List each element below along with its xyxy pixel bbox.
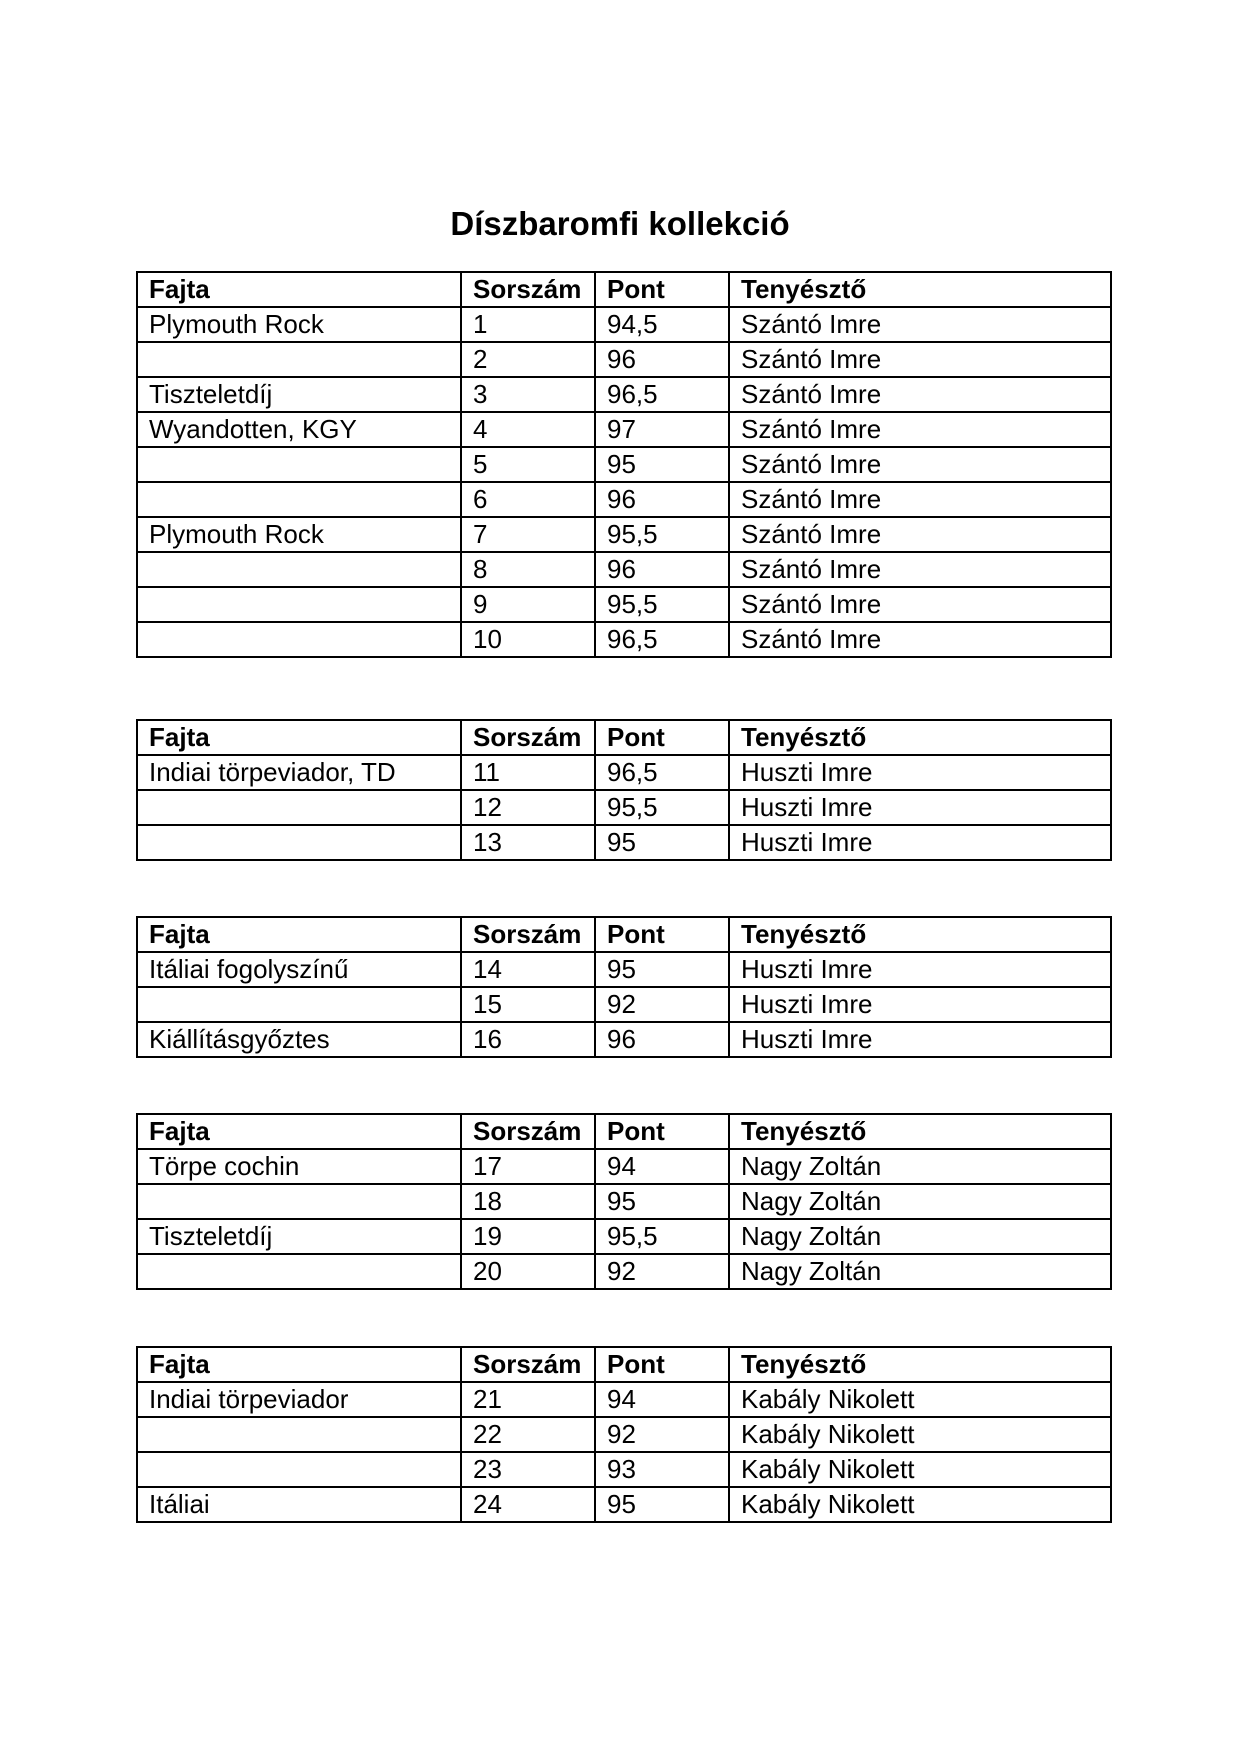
table-row xyxy=(137,1184,1111,1219)
cell-sorszam: 13 xyxy=(461,825,595,860)
table-row xyxy=(137,1254,1111,1289)
cell-pont: 94 xyxy=(595,1149,729,1184)
cell-sorszam: 7 xyxy=(461,517,595,552)
cell-pont: 96 xyxy=(595,552,729,587)
cell-tenyeszto: Kabály Nikolett xyxy=(729,1417,1111,1452)
cell-pont: 95 xyxy=(595,1487,729,1522)
column-header-tenyeszto: Tenyésztő xyxy=(729,917,1111,952)
cell-fajta xyxy=(137,1417,461,1452)
table-row xyxy=(137,377,1111,412)
cell-fajta xyxy=(137,1184,461,1219)
cell-tenyeszto: Kabály Nikolett xyxy=(729,1452,1111,1487)
cell-fajta: Itáliai xyxy=(137,1487,461,1522)
cell-fajta: Indiai törpeviador xyxy=(137,1382,461,1417)
cell-tenyeszto: Kabály Nikolett xyxy=(729,1487,1111,1522)
cell-sorszam: 23 xyxy=(461,1452,595,1487)
results-table xyxy=(136,271,1112,658)
results-table xyxy=(136,916,1112,1058)
cell-tenyeszto: Szántó Imre xyxy=(729,517,1111,552)
cell-fajta: Törpe cochin xyxy=(137,1149,461,1184)
cell-tenyeszto: Kabály Nikolett xyxy=(729,1382,1111,1417)
cell-fajta xyxy=(137,482,461,517)
cell-sorszam: 2 xyxy=(461,342,595,377)
table-header-row xyxy=(137,1347,1111,1382)
column-header-pont: Pont xyxy=(595,1114,729,1149)
cell-fajta xyxy=(137,1452,461,1487)
column-header-tenyeszto: Tenyésztő xyxy=(729,1114,1111,1149)
cell-pont: 92 xyxy=(595,1417,729,1452)
cell-fajta: Plymouth Rock xyxy=(137,517,461,552)
cell-tenyeszto: Nagy Zoltán xyxy=(729,1219,1111,1254)
cell-fajta xyxy=(137,987,461,1022)
cell-fajta xyxy=(137,622,461,657)
table-row xyxy=(137,517,1111,552)
table-header-row xyxy=(137,917,1111,952)
cell-pont: 96 xyxy=(595,342,729,377)
column-header-sorszam: Sorszám xyxy=(461,1114,595,1149)
cell-tenyeszto: Szántó Imre xyxy=(729,412,1111,447)
cell-sorszam: 5 xyxy=(461,447,595,482)
table-row xyxy=(137,1219,1111,1254)
cell-fajta xyxy=(137,447,461,482)
cell-tenyeszto: Szántó Imre xyxy=(729,307,1111,342)
column-header-tenyeszto: Tenyésztő xyxy=(729,272,1111,307)
page-title: Díszbaromfi kollekció xyxy=(450,205,790,242)
cell-tenyeszto: Huszti Imre xyxy=(729,790,1111,825)
cell-tenyeszto: Nagy Zoltán xyxy=(729,1254,1111,1289)
column-header-fajta: Fajta xyxy=(137,1347,461,1382)
cell-tenyeszto: Huszti Imre xyxy=(729,755,1111,790)
cell-tenyeszto: Szántó Imre xyxy=(729,447,1111,482)
cell-tenyeszto: Nagy Zoltán xyxy=(729,1184,1111,1219)
table-row xyxy=(137,790,1111,825)
column-header-sorszam: Sorszám xyxy=(461,917,595,952)
cell-tenyeszto: Szántó Imre xyxy=(729,552,1111,587)
cell-fajta: Tiszteletdíj xyxy=(137,377,461,412)
cell-pont: 93 xyxy=(595,1452,729,1487)
cell-pont: 95,5 xyxy=(595,517,729,552)
column-header-fajta: Fajta xyxy=(137,1114,461,1149)
cell-pont: 95,5 xyxy=(595,1219,729,1254)
cell-pont: 96,5 xyxy=(595,755,729,790)
cell-fajta: Itáliai fogolyszínű xyxy=(137,952,461,987)
table-row xyxy=(137,447,1111,482)
table-row xyxy=(137,622,1111,657)
cell-tenyeszto: Nagy Zoltán xyxy=(729,1149,1111,1184)
cell-tenyeszto: Szántó Imre xyxy=(729,482,1111,517)
cell-tenyeszto: Szántó Imre xyxy=(729,377,1111,412)
column-header-tenyeszto: Tenyésztő xyxy=(729,1347,1111,1382)
cell-fajta: Kiállításgyőztes xyxy=(137,1022,461,1057)
cell-tenyeszto: Szántó Imre xyxy=(729,622,1111,657)
column-header-fajta: Fajta xyxy=(137,917,461,952)
results-table xyxy=(136,1346,1112,1523)
table-row xyxy=(137,755,1111,790)
cell-pont: 94,5 xyxy=(595,307,729,342)
table-row xyxy=(137,552,1111,587)
cell-tenyeszto: Huszti Imre xyxy=(729,825,1111,860)
cell-sorszam: 4 xyxy=(461,412,595,447)
table-row xyxy=(137,1417,1111,1452)
cell-fajta: Tiszteletdíj xyxy=(137,1219,461,1254)
table-row xyxy=(137,1149,1111,1184)
table-header-row xyxy=(137,272,1111,307)
column-header-fajta: Fajta xyxy=(137,272,461,307)
cell-fajta xyxy=(137,342,461,377)
cell-fajta: Indiai törpeviador, TD xyxy=(137,755,461,790)
cell-fajta: Plymouth Rock xyxy=(137,307,461,342)
column-header-sorszam: Sorszám xyxy=(461,272,595,307)
cell-pont: 95,5 xyxy=(595,587,729,622)
cell-sorszam: 21 xyxy=(461,1382,595,1417)
cell-tenyeszto: Huszti Imre xyxy=(729,1022,1111,1057)
cell-fajta xyxy=(137,587,461,622)
table-row xyxy=(137,825,1111,860)
cell-sorszam: 20 xyxy=(461,1254,595,1289)
table-row xyxy=(137,952,1111,987)
column-header-pont: Pont xyxy=(595,1347,729,1382)
cell-pont: 96,5 xyxy=(595,377,729,412)
table-row xyxy=(137,307,1111,342)
column-header-pont: Pont xyxy=(595,272,729,307)
table-row xyxy=(137,587,1111,622)
cell-pont: 92 xyxy=(595,1254,729,1289)
cell-pont: 94 xyxy=(595,1382,729,1417)
cell-sorszam: 22 xyxy=(461,1417,595,1452)
column-header-fajta: Fajta xyxy=(137,720,461,755)
cell-sorszam: 24 xyxy=(461,1487,595,1522)
table-header-row xyxy=(137,720,1111,755)
table-header-row xyxy=(137,1114,1111,1149)
cell-tenyeszto: Huszti Imre xyxy=(729,987,1111,1022)
cell-pont: 95 xyxy=(595,1184,729,1219)
cell-fajta xyxy=(137,1254,461,1289)
cell-sorszam: 12 xyxy=(461,790,595,825)
results-table xyxy=(136,719,1112,861)
cell-tenyeszto: Szántó Imre xyxy=(729,587,1111,622)
cell-fajta xyxy=(137,825,461,860)
cell-pont: 95,5 xyxy=(595,790,729,825)
cell-pont: 96 xyxy=(595,1022,729,1057)
cell-fajta: Wyandotten, KGY xyxy=(137,412,461,447)
cell-sorszam: 8 xyxy=(461,552,595,587)
table-row xyxy=(137,1487,1111,1522)
table-row xyxy=(137,342,1111,377)
cell-sorszam: 11 xyxy=(461,755,595,790)
cell-fajta xyxy=(137,790,461,825)
column-header-sorszam: Sorszám xyxy=(461,1347,595,1382)
cell-sorszam: 10 xyxy=(461,622,595,657)
cell-sorszam: 9 xyxy=(461,587,595,622)
cell-sorszam: 3 xyxy=(461,377,595,412)
results-table xyxy=(136,1113,1112,1290)
cell-pont: 96 xyxy=(595,482,729,517)
cell-sorszam: 1 xyxy=(461,307,595,342)
cell-tenyeszto: Szántó Imre xyxy=(729,342,1111,377)
column-header-pont: Pont xyxy=(595,720,729,755)
table-row xyxy=(137,482,1111,517)
cell-pont: 92 xyxy=(595,987,729,1022)
cell-sorszam: 14 xyxy=(461,952,595,987)
column-header-tenyeszto: Tenyésztő xyxy=(729,720,1111,755)
cell-sorszam: 15 xyxy=(461,987,595,1022)
cell-sorszam: 6 xyxy=(461,482,595,517)
table-row xyxy=(137,412,1111,447)
cell-tenyeszto: Huszti Imre xyxy=(729,952,1111,987)
table-row xyxy=(137,1382,1111,1417)
cell-fajta xyxy=(137,552,461,587)
cell-pont: 95 xyxy=(595,825,729,860)
cell-pont: 96,5 xyxy=(595,622,729,657)
cell-pont: 95 xyxy=(595,447,729,482)
cell-sorszam: 18 xyxy=(461,1184,595,1219)
cell-sorszam: 17 xyxy=(461,1149,595,1184)
column-header-pont: Pont xyxy=(595,917,729,952)
cell-pont: 95 xyxy=(595,952,729,987)
cell-sorszam: 19 xyxy=(461,1219,595,1254)
table-row xyxy=(137,1022,1111,1057)
table-row xyxy=(137,987,1111,1022)
cell-pont: 97 xyxy=(595,412,729,447)
table-row xyxy=(137,1452,1111,1487)
column-header-sorszam: Sorszám xyxy=(461,720,595,755)
cell-sorszam: 16 xyxy=(461,1022,595,1057)
